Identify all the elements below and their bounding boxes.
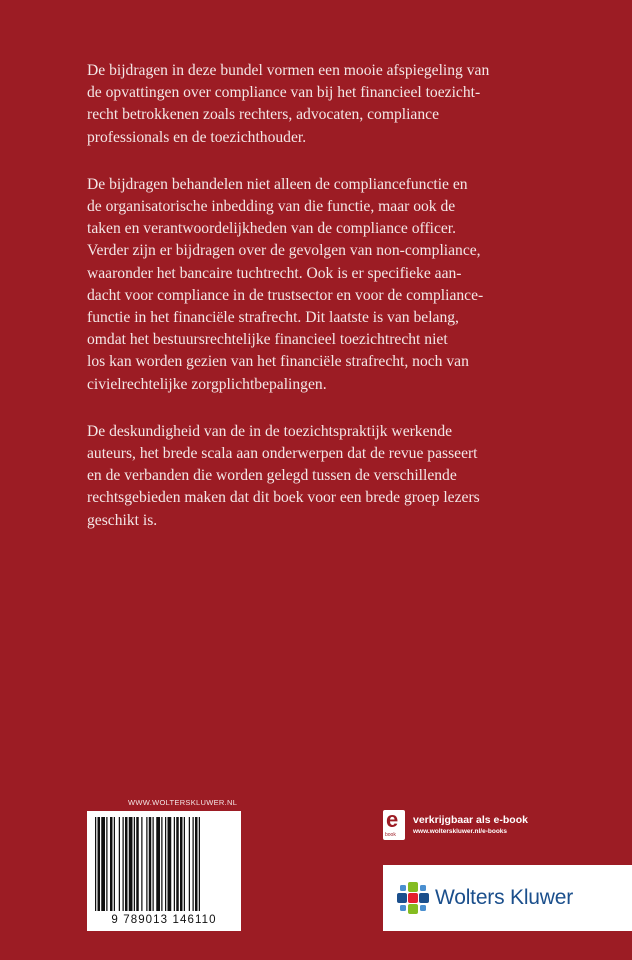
barcode-bar [125,817,128,911]
blurb-line: functie in het financiële strafrecht. Dit laatste is van belang, [87,309,459,327]
blurb-line: Verder zijn er bijdragen over de gevolgen van non-compliance, [87,242,481,260]
barcode-bar [176,817,179,911]
e-book-icon-caption: book [385,832,396,838]
barcode-bar [98,817,101,911]
blurb-line: waaronder het bancaire tuchtrecht. Ook is er specifieke aan- [87,264,462,282]
blurb-line: De bijdragen in deze bundel vormen een mooie afspiegeling van [87,62,490,79]
blurb-line: auteurs, het brede scala aan onderwerpen dat de revue passeert [87,445,478,463]
blurb-line: De bijdragen behandelen niet alleen de compliancefunctie en [87,175,468,193]
barcode-bars [87,811,241,915]
barcode-bar [153,817,154,911]
ebook-title: verkrijgbaar als e-book [413,814,528,826]
barcode-bar [114,817,115,911]
blurb-line: en de verbanden die worden gelegd tussen de verschillende [87,467,457,485]
barcode-bar [136,817,139,911]
e-book-icon [383,807,405,840]
barcode-bar [193,817,194,911]
barcode-bar [134,817,135,911]
blurb-line: geschikt is. [87,511,158,529]
blurb-paragraph-1 [87,60,557,149]
blurb-line: de organisatorische inbedding van die functie, maar ook de [87,198,456,216]
blurb-line: civielrechtelijke zorgplichtbepalingen. [87,375,327,393]
barcode-bar [195,817,198,911]
barcode-bar [95,817,96,911]
blurb-line: taken en verantwoordelijkheden van de compliance officer. [87,220,457,238]
blurb-line: omdat het bestuursrechtelijke financieel toezichtrecht niet [87,331,448,349]
blurb-paragraph-3 [87,421,557,532]
wolters-kluwer-logo-icon [397,882,429,914]
barcode-bar [141,817,142,911]
isbn-number: 9 789013 146110 [111,914,217,926]
barcode-bar [161,817,162,911]
barcode-bar [129,817,133,911]
blurb-text [87,60,557,557]
barcode-bar [119,817,120,911]
barcode-bar [189,817,190,911]
blurb-line: professionals en de toezichthouder. [87,128,307,146]
barcode-bar [146,817,147,911]
e-book-icon-letter: e [386,807,399,832]
barcode-bar [156,817,160,911]
barcode-bar [123,817,124,911]
blurb-paragraph-2 [87,174,557,396]
barcode-bar [165,817,166,911]
isbn-barcode [87,811,241,931]
blurb-line: rechtsgebieden maken dat dit boek voor een brede groep lezers [87,489,480,507]
barcode-bar [184,817,185,911]
barcode-bar [149,817,152,911]
barcode-bar [106,817,107,911]
barcode-bar [168,817,172,911]
publisher-name: Wolters Kluwer [435,886,574,909]
blurb-line: de opvattingen over compliance van bij het financieel toezicht- [87,84,481,102]
blurb-line: De deskundigheid van de in de toezichtspraktijk werkende [87,422,453,440]
blurb-line: recht betrokkenen zoals rechters, advocaten, compliance [87,106,439,124]
barcode-bar [180,817,183,911]
blurb-line: dacht voor compliance in de trustsector en voor de compliance- [87,286,484,304]
barcode-bar [101,817,105,911]
publisher-website: WWW.WOLTERSKLUWER.NL [128,798,238,807]
barcode-bar [110,817,113,911]
blurb-line: los kan worden gezien van het financiële strafrecht, noch van [87,353,469,371]
barcode-bar [174,817,175,911]
barcode-bar [199,817,200,911]
ebook-url: www.wolterskluwer.nl/e-books [413,828,508,835]
publisher-logo [383,865,632,931]
ebook-badge [383,807,623,842]
